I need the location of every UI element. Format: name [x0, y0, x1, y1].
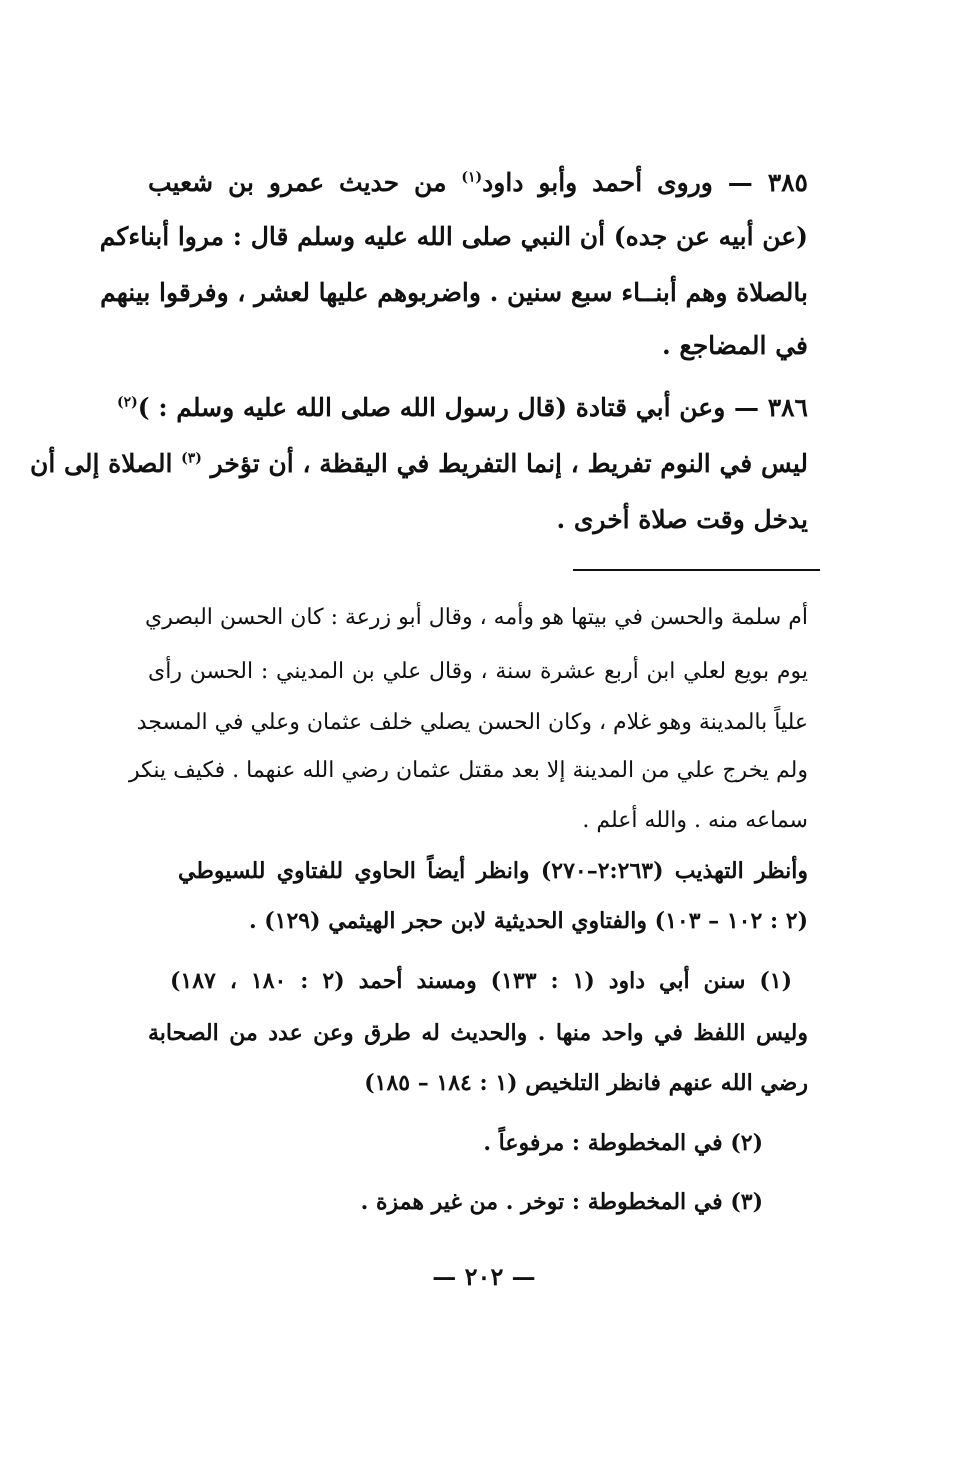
see-also-line-2: (٢ : ١٠٢ – ١٠٣) والفتاوي الحديثية لابن حجر الهيثمي (١٢٩) .	[248, 908, 808, 934]
hadith-386-line-2	[30, 449, 808, 479]
footnote-ref-2: (٢)	[117, 394, 138, 411]
hadith-386-line-3: يدخل وقت صلاة أخرى .	[556, 505, 808, 534]
hadith-386-text-part-2: ليس في النوم تفريط ، إنما التفريط في اليقظة ، أن تؤخر	[210, 449, 808, 478]
footnote-1-line-1: (١) سنن أبي داود (١ : ١٣٣) ومسند أحمد (٢ : ١٨٠ ، ١٨٧)	[170, 968, 792, 994]
footnote-1-line-2: وليس اللفظ في واحد منها . والحديث له طرق وعن عدد من الصحابة	[148, 1020, 808, 1046]
hadith-385-line-3: بالصلاة وهم أبنــاء سبع سنين . واضربوهم عليها لعشر ، وفرقوا بينهم	[100, 278, 808, 307]
page-number: — ٢٠٢ —	[432, 1262, 536, 1291]
hadith-385-text-part-2: من حديث عمرو بن شعيب	[148, 168, 447, 197]
continued-note-line-2: يوم بويع لعلي ابن أربع عشرة سنة ، وقال علي بن المديني : الحسن رأى	[148, 659, 808, 684]
continued-note-line-1: أم سلمة والحسن في بيتها هو وأمه ، وقال أبو زرعة : كان الحسن البصري	[145, 605, 808, 630]
continued-note-line-3: علياً بالمدينة وهو غلام ، وكان الحسن يصلي خلف عثمان وعلي في المسجد	[136, 710, 808, 735]
hadith-386-text-part-3: الصلاة إلى أن	[30, 449, 173, 478]
hadith-386-text-part-1: وعن أبي قتادة (قال رسول الله صلى الله عليه وسلم : )	[137, 393, 726, 422]
footnote-ref-1: (١)	[461, 169, 483, 186]
hadith-385-line-1	[148, 168, 808, 198]
hadith-385-number: ٣٨٥ —	[727, 168, 808, 197]
hadith-385-text-part-1: وروى أحمد وأبو داود	[482, 168, 713, 197]
hadith-385-line-2: (عن أبيه عن جده) أن النبي صلى الله عليه وسلم قال : مروا أبناءكم	[99, 222, 808, 251]
hadith-386-line-1	[117, 393, 808, 423]
hadith-386-number: ٣٨٦ —	[733, 393, 808, 422]
footnote-3: (٣) في المخطوطة : توخر . من غير همزة .	[360, 1189, 763, 1215]
footnote-2: (٢) في المخطوطة : مرفوعاً .	[483, 1130, 763, 1156]
footnote-1-line-3: رضي الله عنهم فانظر التلخيص (١ : ١٨٤ – ١٨٥)	[364, 1070, 808, 1096]
continued-note-line-4: ولم يخرج علي من المدينة إلا بعد مقتل عثمان رضي الله عنهما . فكيف ينكر	[129, 758, 808, 783]
footnote-ref-3: (٣)	[181, 450, 202, 467]
continued-note-line-5: سماعه منه . والله أعلم .	[582, 808, 808, 833]
see-also-line-1: وأنظر التهذيب (٢:٢٦٣–٢٧٠) وانظر أيضاً الحاوي للفتاوي للسيوطي	[178, 858, 809, 884]
footnote-separator	[573, 569, 820, 571]
hadith-385-line-4: في المضاجع .	[662, 331, 808, 360]
